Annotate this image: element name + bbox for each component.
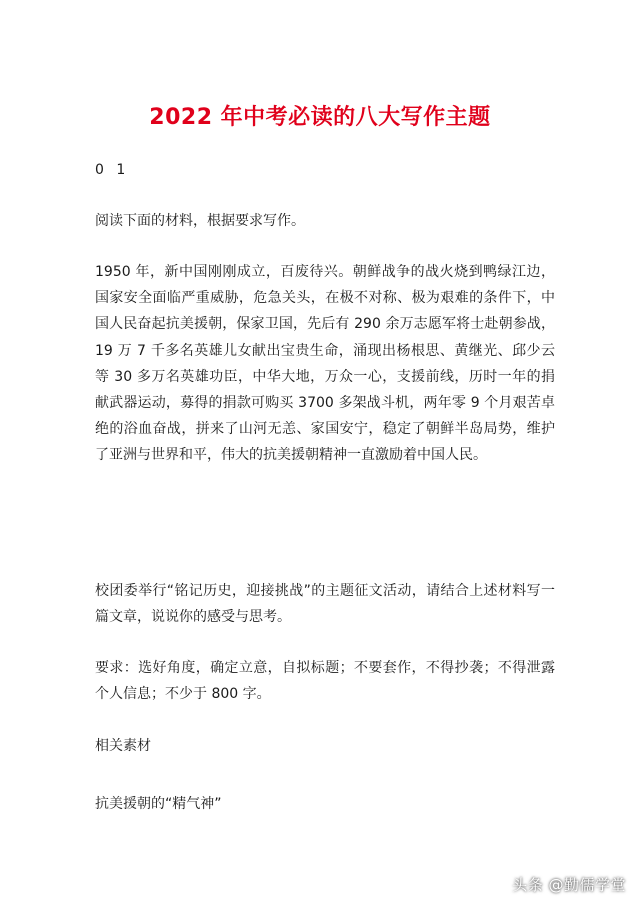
material-paragraph: 1950 年，新中国刚刚成立，百废待兴。朝鲜战争的战火烧到鸭绿江边，国家安全面临严重威胁，危急关头，在极不对称、极为艰难的条件下，中国人民奋起抗美援朝，保家卫国，先后有 290 余万志愿军将士赴朝参战，19 万 7 千多名英雄儿女献出宝贵生命，涌现出杨根思、黄继光、邱少云等 30 多万名英雄功臣，中华大地，万众一心，支援前线，历时一年的捐献武器运动，募得的捐款可购买 3700 多架战斗机，两年零 9 个月艰苦卓绝的浴血奋战，拼来了山河无恙、家国安宁，稳定了朝鲜半岛局势，维护了亚洲与世界和平，伟大的抗美援朝精神一直激励着中国人民。 [95,264,555,464]
related-subheading: 抗美援朝的“精气神” [95,796,222,812]
watermark-label: 头条 @勤儒学堂 [512,876,626,894]
related-heading: 相关素材 [95,738,151,754]
section-number: 0 1 [95,162,130,178]
requirements-paragraph: 要求：选好角度，确定立意，自拟标题；不要套作，不得抄袭；不得泄露个人信息；不少于 800 字。 [95,660,555,703]
task-paragraph: 校团委举行“铭记历史，迎接挑战”的主题征文活动，请结合上述材料写一篇文章，说说你的感受与思考。 [95,583,555,626]
document-title: 2022 年中考必读的八大写作主题 [149,105,491,130]
intro-paragraph: 阅读下面的材料，根据要求写作。 [95,213,305,229]
